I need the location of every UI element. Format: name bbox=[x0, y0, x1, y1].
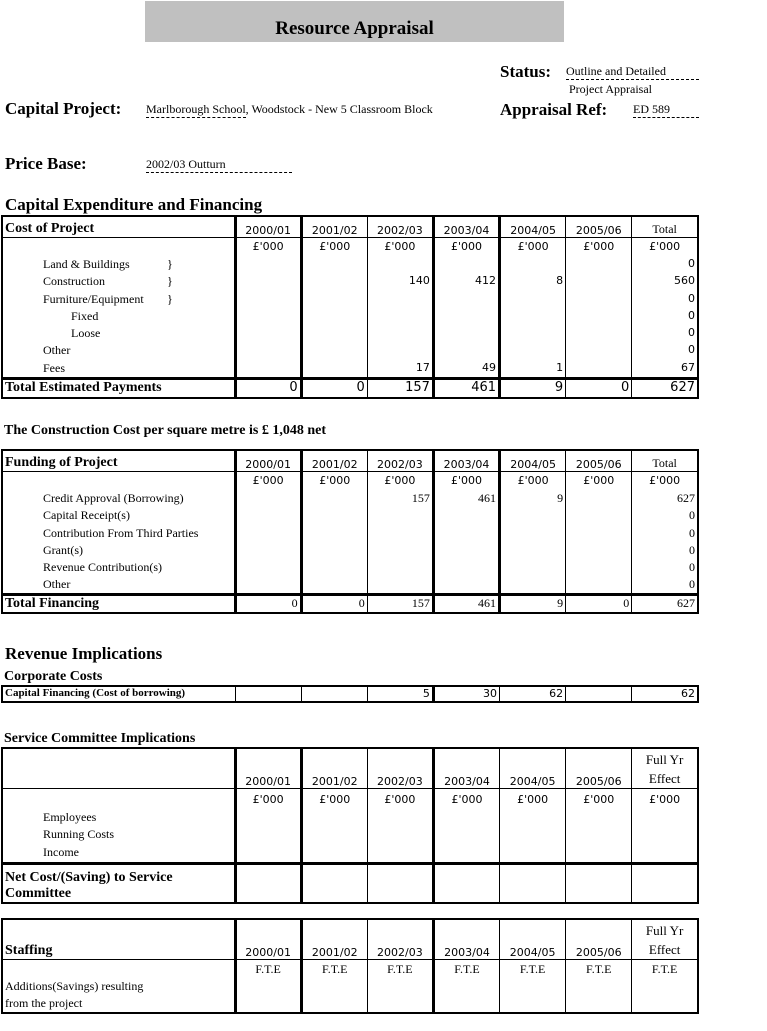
funding-unit-blank bbox=[2, 471, 235, 491]
capital-financing-label: Capital Financing (Cost of borrowing) bbox=[5, 687, 186, 699]
cost-row-total: 0 bbox=[632, 343, 698, 360]
status-value-line2: Project Appraisal bbox=[569, 82, 652, 96]
cost-cell bbox=[235, 309, 301, 326]
funding-total-value: 9 bbox=[500, 595, 566, 614]
cost-total-value: 9 bbox=[500, 378, 566, 398]
year-header: 2005/06 bbox=[566, 450, 632, 471]
cost-row-label-text: Other bbox=[43, 343, 71, 358]
year-header: 2003/04 bbox=[433, 919, 499, 959]
unit-label: £'000 bbox=[367, 237, 433, 257]
year-header: 2000/01 bbox=[235, 450, 301, 471]
unit-label: £'000 bbox=[500, 471, 566, 491]
fte-label: F.T.E bbox=[235, 959, 301, 1013]
cost-row-label bbox=[2, 257, 235, 274]
service-committee-table bbox=[1, 747, 699, 904]
funding-unit-row bbox=[2, 471, 698, 491]
funding-row bbox=[2, 543, 698, 560]
year-header: 2004/05 bbox=[500, 919, 566, 959]
unit-label: £'000 bbox=[566, 471, 632, 491]
funding-cell bbox=[566, 508, 632, 525]
year-header: 2000/01 bbox=[235, 216, 301, 237]
status-label: Status: bbox=[500, 62, 552, 81]
appraisal-ref-value: ED 589 bbox=[633, 102, 699, 118]
capital-section-title: Capital Expenditure and Financing bbox=[5, 195, 263, 214]
staffing-table bbox=[1, 918, 699, 1014]
funding-row-total: 0 bbox=[632, 577, 698, 594]
net-cost-cell bbox=[500, 864, 566, 904]
funding-total-value: 461 bbox=[433, 595, 499, 614]
cost-cell bbox=[433, 326, 499, 343]
funding-row-label: Grant(s) bbox=[43, 542, 83, 557]
staffing-body-row bbox=[2, 959, 698, 1013]
page-title: Resource Appraisal bbox=[275, 18, 434, 39]
cost-cell bbox=[301, 361, 367, 378]
cost-row-total: 0 bbox=[632, 309, 698, 326]
funding-row-label: Contribution From Third Parties bbox=[43, 525, 199, 540]
cost-cell bbox=[433, 292, 499, 309]
cost-cell bbox=[566, 343, 632, 360]
funding-total-value: 157 bbox=[367, 595, 433, 614]
funding-cell bbox=[301, 526, 367, 543]
cost-cell bbox=[235, 292, 301, 309]
fte-label: F.T.E bbox=[433, 959, 499, 1013]
net-cost-line2: Committee bbox=[5, 886, 72, 901]
cost-cell: 17 bbox=[367, 361, 433, 378]
unit-label: £'000 bbox=[367, 471, 433, 491]
year-header: 2003/04 bbox=[433, 216, 499, 237]
funding-row-total: 0 bbox=[632, 543, 698, 560]
funding-cell bbox=[301, 560, 367, 577]
brace-mark: } bbox=[167, 257, 173, 271]
cost-cell bbox=[301, 343, 367, 360]
funding-cell bbox=[367, 560, 433, 577]
cost-row-label-text: Construction bbox=[43, 274, 105, 289]
funding-header-row bbox=[2, 450, 698, 471]
cost-cell bbox=[566, 361, 632, 378]
cost-cell bbox=[235, 257, 301, 274]
funding-cell bbox=[367, 543, 433, 560]
capital-financing-value bbox=[566, 686, 632, 702]
cost-row-label-text: Fixed bbox=[71, 308, 99, 323]
funding-cell: 9 bbox=[500, 491, 566, 508]
funding-total-label: Total Financing bbox=[2, 595, 235, 614]
funding-cell bbox=[500, 508, 566, 525]
funding-row-label: Credit Approval (Borrowing) bbox=[43, 491, 184, 505]
unit-label: £'000 bbox=[433, 471, 499, 491]
service-body-row bbox=[2, 788, 698, 864]
unit-label: £'000 bbox=[632, 237, 698, 257]
cost-header-row bbox=[2, 216, 698, 237]
total-header: Total bbox=[632, 216, 698, 237]
cost-cell bbox=[566, 274, 632, 291]
funding-cell bbox=[301, 543, 367, 560]
year-header: 2001/02 bbox=[301, 450, 367, 471]
funding-cell bbox=[235, 560, 301, 577]
funding-cell bbox=[235, 543, 301, 560]
brace-mark: } bbox=[167, 291, 173, 306]
year-header: 2000/01 bbox=[235, 919, 301, 959]
appraisal-ref-label: Appraisal Ref: bbox=[500, 100, 608, 119]
cost-row bbox=[2, 257, 698, 274]
funding-row-total: 627 bbox=[632, 491, 698, 508]
capital-financing-value: 5 bbox=[367, 686, 433, 702]
service-row-label: Running Costs bbox=[43, 827, 115, 841]
unit-label: £'000 bbox=[566, 788, 632, 864]
full-year-effect-header bbox=[632, 748, 698, 788]
cost-row bbox=[2, 361, 698, 378]
service-header-row bbox=[2, 748, 698, 788]
cost-cell bbox=[500, 309, 566, 326]
funding-grand-total: 627 bbox=[632, 595, 698, 614]
cost-unit-blank bbox=[2, 237, 235, 257]
capital-financing-total: 62 bbox=[632, 686, 698, 702]
staffing-header-row bbox=[2, 919, 698, 959]
funding-cell bbox=[500, 577, 566, 594]
net-cost-row bbox=[2, 864, 698, 904]
unit-label: £'000 bbox=[301, 237, 367, 257]
funding-total-value: 0 bbox=[235, 595, 301, 614]
funding-cell bbox=[301, 491, 367, 508]
funding-table-title: Funding of Project bbox=[2, 450, 235, 471]
cost-total-value: 0 bbox=[301, 378, 367, 398]
service-committee-title: Service Committee Implications bbox=[4, 731, 196, 746]
cost-cell bbox=[500, 292, 566, 309]
cost-row-label-text: Fees bbox=[43, 360, 65, 375]
year-header: 2002/03 bbox=[367, 450, 433, 471]
year-header: 2004/05 bbox=[500, 748, 566, 788]
funding-cell bbox=[433, 508, 499, 525]
cost-cell bbox=[566, 309, 632, 326]
full-year-line2: Effect bbox=[648, 941, 681, 957]
capital-financing-value bbox=[235, 686, 301, 702]
funding-cell bbox=[500, 526, 566, 543]
cost-cell bbox=[235, 361, 301, 378]
funding-total-row bbox=[2, 595, 698, 614]
unit-label: £'000 bbox=[500, 788, 566, 864]
funding-cell: 461 bbox=[433, 491, 499, 508]
funding-cell bbox=[433, 543, 499, 560]
unit-label: £'000 bbox=[235, 471, 301, 491]
cost-of-project-table bbox=[1, 215, 699, 399]
staffing-title: Staffing bbox=[2, 919, 235, 959]
funding-cell bbox=[301, 508, 367, 525]
funding-row bbox=[2, 560, 698, 577]
cost-row-label bbox=[2, 361, 235, 378]
cost-row-label-text: Land & Buildings bbox=[43, 257, 130, 271]
year-header: 2005/06 bbox=[566, 216, 632, 237]
capital-financing-value bbox=[301, 686, 367, 702]
net-cost-cell bbox=[235, 864, 301, 904]
cost-cell bbox=[301, 292, 367, 309]
funding-cell bbox=[433, 526, 499, 543]
year-header: 2005/06 bbox=[566, 748, 632, 788]
funding-cell bbox=[367, 508, 433, 525]
funding-total-value: 0 bbox=[301, 595, 367, 614]
funding-cell: 157 bbox=[367, 491, 433, 508]
funding-cell bbox=[566, 543, 632, 560]
unit-label: £'000 bbox=[500, 237, 566, 257]
cost-cell bbox=[566, 292, 632, 309]
cost-row-label bbox=[2, 274, 235, 291]
cost-cell bbox=[566, 326, 632, 343]
construction-cost-note: The Construction Cost per square metre is £ 1,048 net bbox=[4, 423, 326, 438]
funding-of-project-table bbox=[1, 449, 699, 614]
cost-cell bbox=[367, 309, 433, 326]
cost-row-total: 0 bbox=[632, 292, 698, 309]
net-cost-cell bbox=[632, 864, 698, 904]
funding-cell bbox=[235, 491, 301, 508]
cost-cell: 140 bbox=[367, 274, 433, 291]
funding-cell bbox=[566, 491, 632, 508]
year-header: 2002/03 bbox=[367, 748, 433, 788]
cost-row-label bbox=[2, 326, 235, 343]
net-cost-line1: Net Cost/(Saving) to Service bbox=[5, 870, 173, 885]
staffing-row-line1: Additions(Savings) resulting bbox=[5, 978, 144, 993]
year-header: 2004/05 bbox=[500, 450, 566, 471]
cost-cell bbox=[433, 309, 499, 326]
cost-cell bbox=[301, 257, 367, 274]
fte-label: F.T.E bbox=[301, 959, 367, 1013]
unit-label: £'000 bbox=[433, 788, 499, 864]
year-header: 2001/02 bbox=[301, 919, 367, 959]
unit-label: £'000 bbox=[301, 788, 367, 864]
cost-row bbox=[2, 309, 698, 326]
unit-label: £'000 bbox=[433, 237, 499, 257]
cost-cell bbox=[235, 274, 301, 291]
funding-row-total: 0 bbox=[632, 526, 698, 543]
cost-cell bbox=[500, 326, 566, 343]
funding-row bbox=[2, 508, 698, 525]
capital-financing-row bbox=[2, 686, 698, 702]
unit-label: £'000 bbox=[367, 788, 433, 864]
revenue-section-title: Revenue Implications bbox=[5, 644, 163, 663]
title-banner bbox=[145, 1, 564, 42]
funding-row-label: Revenue Contribution(s) bbox=[43, 560, 162, 575]
year-header: 2003/04 bbox=[433, 450, 499, 471]
service-header-blank bbox=[2, 748, 235, 788]
funding-row-label: Capital Receipt(s) bbox=[43, 508, 130, 523]
net-cost-cell bbox=[433, 864, 499, 904]
staffing-row-line2: from the project bbox=[5, 995, 83, 1010]
fte-label: F.T.E bbox=[367, 959, 433, 1013]
funding-cell bbox=[433, 560, 499, 577]
cost-cell: 412 bbox=[433, 274, 499, 291]
cost-table-title: Cost of Project bbox=[2, 216, 235, 237]
cost-row-label bbox=[2, 343, 235, 360]
cost-total-value: 157 bbox=[367, 378, 433, 398]
year-header: 2001/02 bbox=[301, 748, 367, 788]
funding-cell bbox=[566, 577, 632, 594]
cost-row-total: 67 bbox=[632, 361, 698, 378]
funding-row bbox=[2, 526, 698, 543]
total-header: Total bbox=[632, 450, 698, 471]
cost-cell bbox=[235, 343, 301, 360]
unit-label: £'000 bbox=[235, 237, 301, 257]
fte-label: F.T.E bbox=[632, 959, 698, 1013]
cost-row bbox=[2, 326, 698, 343]
funding-cell bbox=[433, 577, 499, 594]
fte-label: F.T.E bbox=[566, 959, 632, 1013]
cost-total-value: 0 bbox=[235, 378, 301, 398]
cost-cell bbox=[500, 343, 566, 360]
cost-row-total: 0 bbox=[632, 326, 698, 343]
full-year-line1: Full Yr bbox=[645, 922, 684, 938]
net-cost-cell bbox=[566, 864, 632, 904]
cost-cell bbox=[433, 257, 499, 274]
year-header: 2000/01 bbox=[235, 748, 301, 788]
cost-row-label bbox=[2, 309, 235, 326]
cost-row bbox=[2, 274, 698, 291]
cost-row-total: 0 bbox=[632, 257, 698, 274]
net-cost-label bbox=[2, 864, 235, 904]
cost-cell bbox=[367, 292, 433, 309]
cost-row-label bbox=[2, 292, 235, 309]
cost-row-label-text: Furniture/Equipment bbox=[43, 291, 144, 306]
cost-cell bbox=[433, 343, 499, 360]
funding-cell bbox=[367, 577, 433, 594]
service-row-label: Employees bbox=[43, 809, 97, 824]
funding-row-total: 0 bbox=[632, 508, 698, 525]
corporate-costs-title: Corporate Costs bbox=[4, 669, 103, 684]
funding-cell bbox=[235, 526, 301, 543]
funding-cell bbox=[367, 526, 433, 543]
funding-cell bbox=[500, 543, 566, 560]
cost-cell bbox=[367, 343, 433, 360]
year-header: 2001/02 bbox=[301, 216, 367, 237]
cost-row-label-text: Loose bbox=[71, 326, 101, 341]
cost-unit-row bbox=[2, 237, 698, 257]
funding-cell bbox=[566, 526, 632, 543]
year-header: 2003/04 bbox=[433, 748, 499, 788]
funding-cell bbox=[500, 560, 566, 577]
funding-total-value: 0 bbox=[566, 595, 632, 614]
year-header: 2004/05 bbox=[500, 216, 566, 237]
cost-row bbox=[2, 292, 698, 309]
funding-row-label: Other bbox=[43, 577, 71, 592]
capital-project-value-text: Marlborough School, Woodstock - New 5 Classroom Block bbox=[146, 102, 433, 116]
cost-total-value: 461 bbox=[433, 378, 499, 398]
cost-total-row bbox=[2, 378, 698, 398]
cost-cell bbox=[367, 257, 433, 274]
cost-cell bbox=[301, 326, 367, 343]
cost-cell: 8 bbox=[500, 274, 566, 291]
funding-row-total: 0 bbox=[632, 560, 698, 577]
capital-project-value bbox=[146, 102, 433, 118]
cost-grand-total: 627 bbox=[632, 378, 698, 398]
capital-financing-value: 30 bbox=[433, 686, 499, 702]
corporate-costs-table bbox=[1, 685, 699, 703]
net-cost-cell bbox=[301, 864, 367, 904]
service-row-label: Income bbox=[43, 844, 79, 859]
price-base-label: Price Base: bbox=[5, 154, 87, 173]
cost-cell: 49 bbox=[433, 361, 499, 378]
year-header: 2005/06 bbox=[566, 919, 632, 959]
year-header: 2002/03 bbox=[367, 919, 433, 959]
cost-cell: 1 bbox=[500, 361, 566, 378]
cost-cell bbox=[566, 257, 632, 274]
cost-cell bbox=[301, 274, 367, 291]
cost-row bbox=[2, 343, 698, 360]
cost-cell bbox=[367, 326, 433, 343]
funding-cell bbox=[235, 508, 301, 525]
cost-cell bbox=[235, 326, 301, 343]
unit-label: £'000 bbox=[632, 471, 698, 491]
cost-total-label: Total Estimated Payments bbox=[2, 378, 235, 398]
funding-cell bbox=[301, 577, 367, 594]
full-year-effect-header bbox=[632, 919, 698, 959]
unit-label: £'000 bbox=[566, 237, 632, 257]
funding-cell bbox=[235, 577, 301, 594]
service-labels-cell bbox=[2, 788, 235, 864]
brace-mark: } bbox=[167, 274, 173, 289]
unit-label: £'000 bbox=[301, 471, 367, 491]
cost-total-value: 0 bbox=[566, 378, 632, 398]
fte-label: F.T.E bbox=[500, 959, 566, 1013]
full-year-line1: Full Yr bbox=[645, 751, 684, 767]
net-cost-cell bbox=[367, 864, 433, 904]
cost-row-total: 560 bbox=[632, 274, 698, 291]
full-year-line2: Effect bbox=[648, 770, 681, 786]
status-value-line1: Outline and Detailed bbox=[566, 64, 699, 80]
funding-row bbox=[2, 577, 698, 594]
price-base-value: 2002/03 Outturn bbox=[146, 157, 292, 173]
funding-cell bbox=[566, 560, 632, 577]
staffing-row-label bbox=[2, 959, 235, 1013]
capital-project-label: Capital Project: bbox=[5, 99, 122, 118]
unit-label: £'000 bbox=[632, 788, 698, 864]
cost-cell bbox=[500, 257, 566, 274]
unit-label: £'000 bbox=[235, 788, 301, 864]
capital-financing-value: 62 bbox=[500, 686, 566, 702]
cost-cell bbox=[301, 309, 367, 326]
year-header: 2002/03 bbox=[367, 216, 433, 237]
funding-row bbox=[2, 491, 698, 508]
